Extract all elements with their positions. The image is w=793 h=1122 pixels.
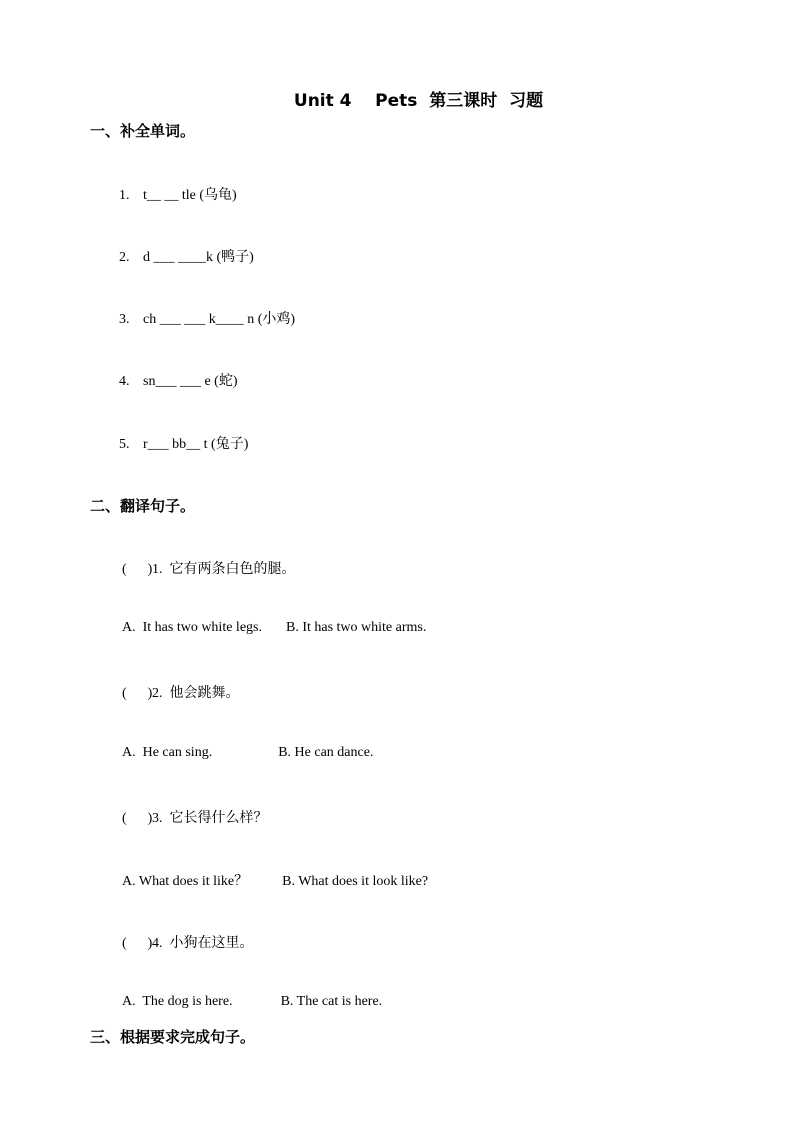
question-4: [122, 932, 254, 952]
question-2: [122, 682, 240, 702]
word-item-5: [119, 433, 248, 453]
word-item-3: [119, 308, 295, 328]
question-number: 3.: [152, 811, 163, 826]
word-blank-text: t__ __ tle (乌龟): [143, 188, 237, 203]
answer-blank: ( ): [122, 811, 153, 826]
word-blank-text: sn___ ___ e (蛇): [143, 374, 238, 389]
option-b: B. The cat is here.: [280, 994, 383, 1009]
item-number: 5.: [119, 437, 130, 452]
question-number: 2.: [152, 686, 163, 701]
options-3: [122, 870, 428, 890]
word-blank-text: d ___ ____k (鸭子): [143, 250, 254, 265]
word-item-2: [119, 246, 254, 266]
item-number: 4.: [119, 374, 130, 389]
question-prompt: 它有两条白色的腿。: [169, 561, 296, 577]
section-heading-fill-words: 一、补全单词。: [90, 122, 196, 140]
answer-blank: ( ): [122, 936, 153, 951]
option-a: A. It has two white legs.: [122, 620, 262, 635]
page-title: Unit 4 Pets 第三课时 习题: [293, 91, 544, 111]
option-b: B. What does it look like?: [282, 874, 429, 889]
option-b: B. He can dance.: [278, 745, 374, 760]
options-2: [122, 745, 373, 761]
answer-blank: ( ): [122, 562, 153, 577]
item-number: 3.: [119, 312, 130, 327]
item-number: 1.: [119, 188, 130, 203]
option-a: A. The dog is here.: [122, 994, 233, 1009]
section-heading-translate: 二、翻译句子。: [90, 497, 196, 515]
options-1: [122, 620, 426, 636]
word-blank-text: r___ bb__ t (兔子): [143, 437, 249, 452]
word-blank-text: ch ___ ___ k____ n (小鸡): [143, 312, 296, 327]
item-number: 2.: [119, 250, 130, 265]
option-b: B. It has two white arms.: [285, 620, 427, 635]
question-number: 1.: [152, 562, 163, 577]
question-1: [122, 558, 296, 578]
question-prompt: 它长得什么样？: [169, 810, 268, 826]
word-item-1: [119, 184, 237, 204]
word-item-4: [119, 370, 238, 390]
option-a: A. He can sing.: [122, 745, 213, 760]
section-heading-complete-sentences: 三、根据要求完成句子。: [90, 1028, 256, 1046]
question-prompt: 小狗在这里。: [169, 935, 254, 951]
question-number: 4.: [152, 936, 163, 951]
answer-blank: ( ): [122, 686, 153, 701]
question-prompt: 他会跳舞。: [169, 685, 240, 701]
option-a: A. What does it like？: [122, 874, 249, 889]
question-3: [122, 807, 268, 827]
options-4: [122, 994, 382, 1010]
